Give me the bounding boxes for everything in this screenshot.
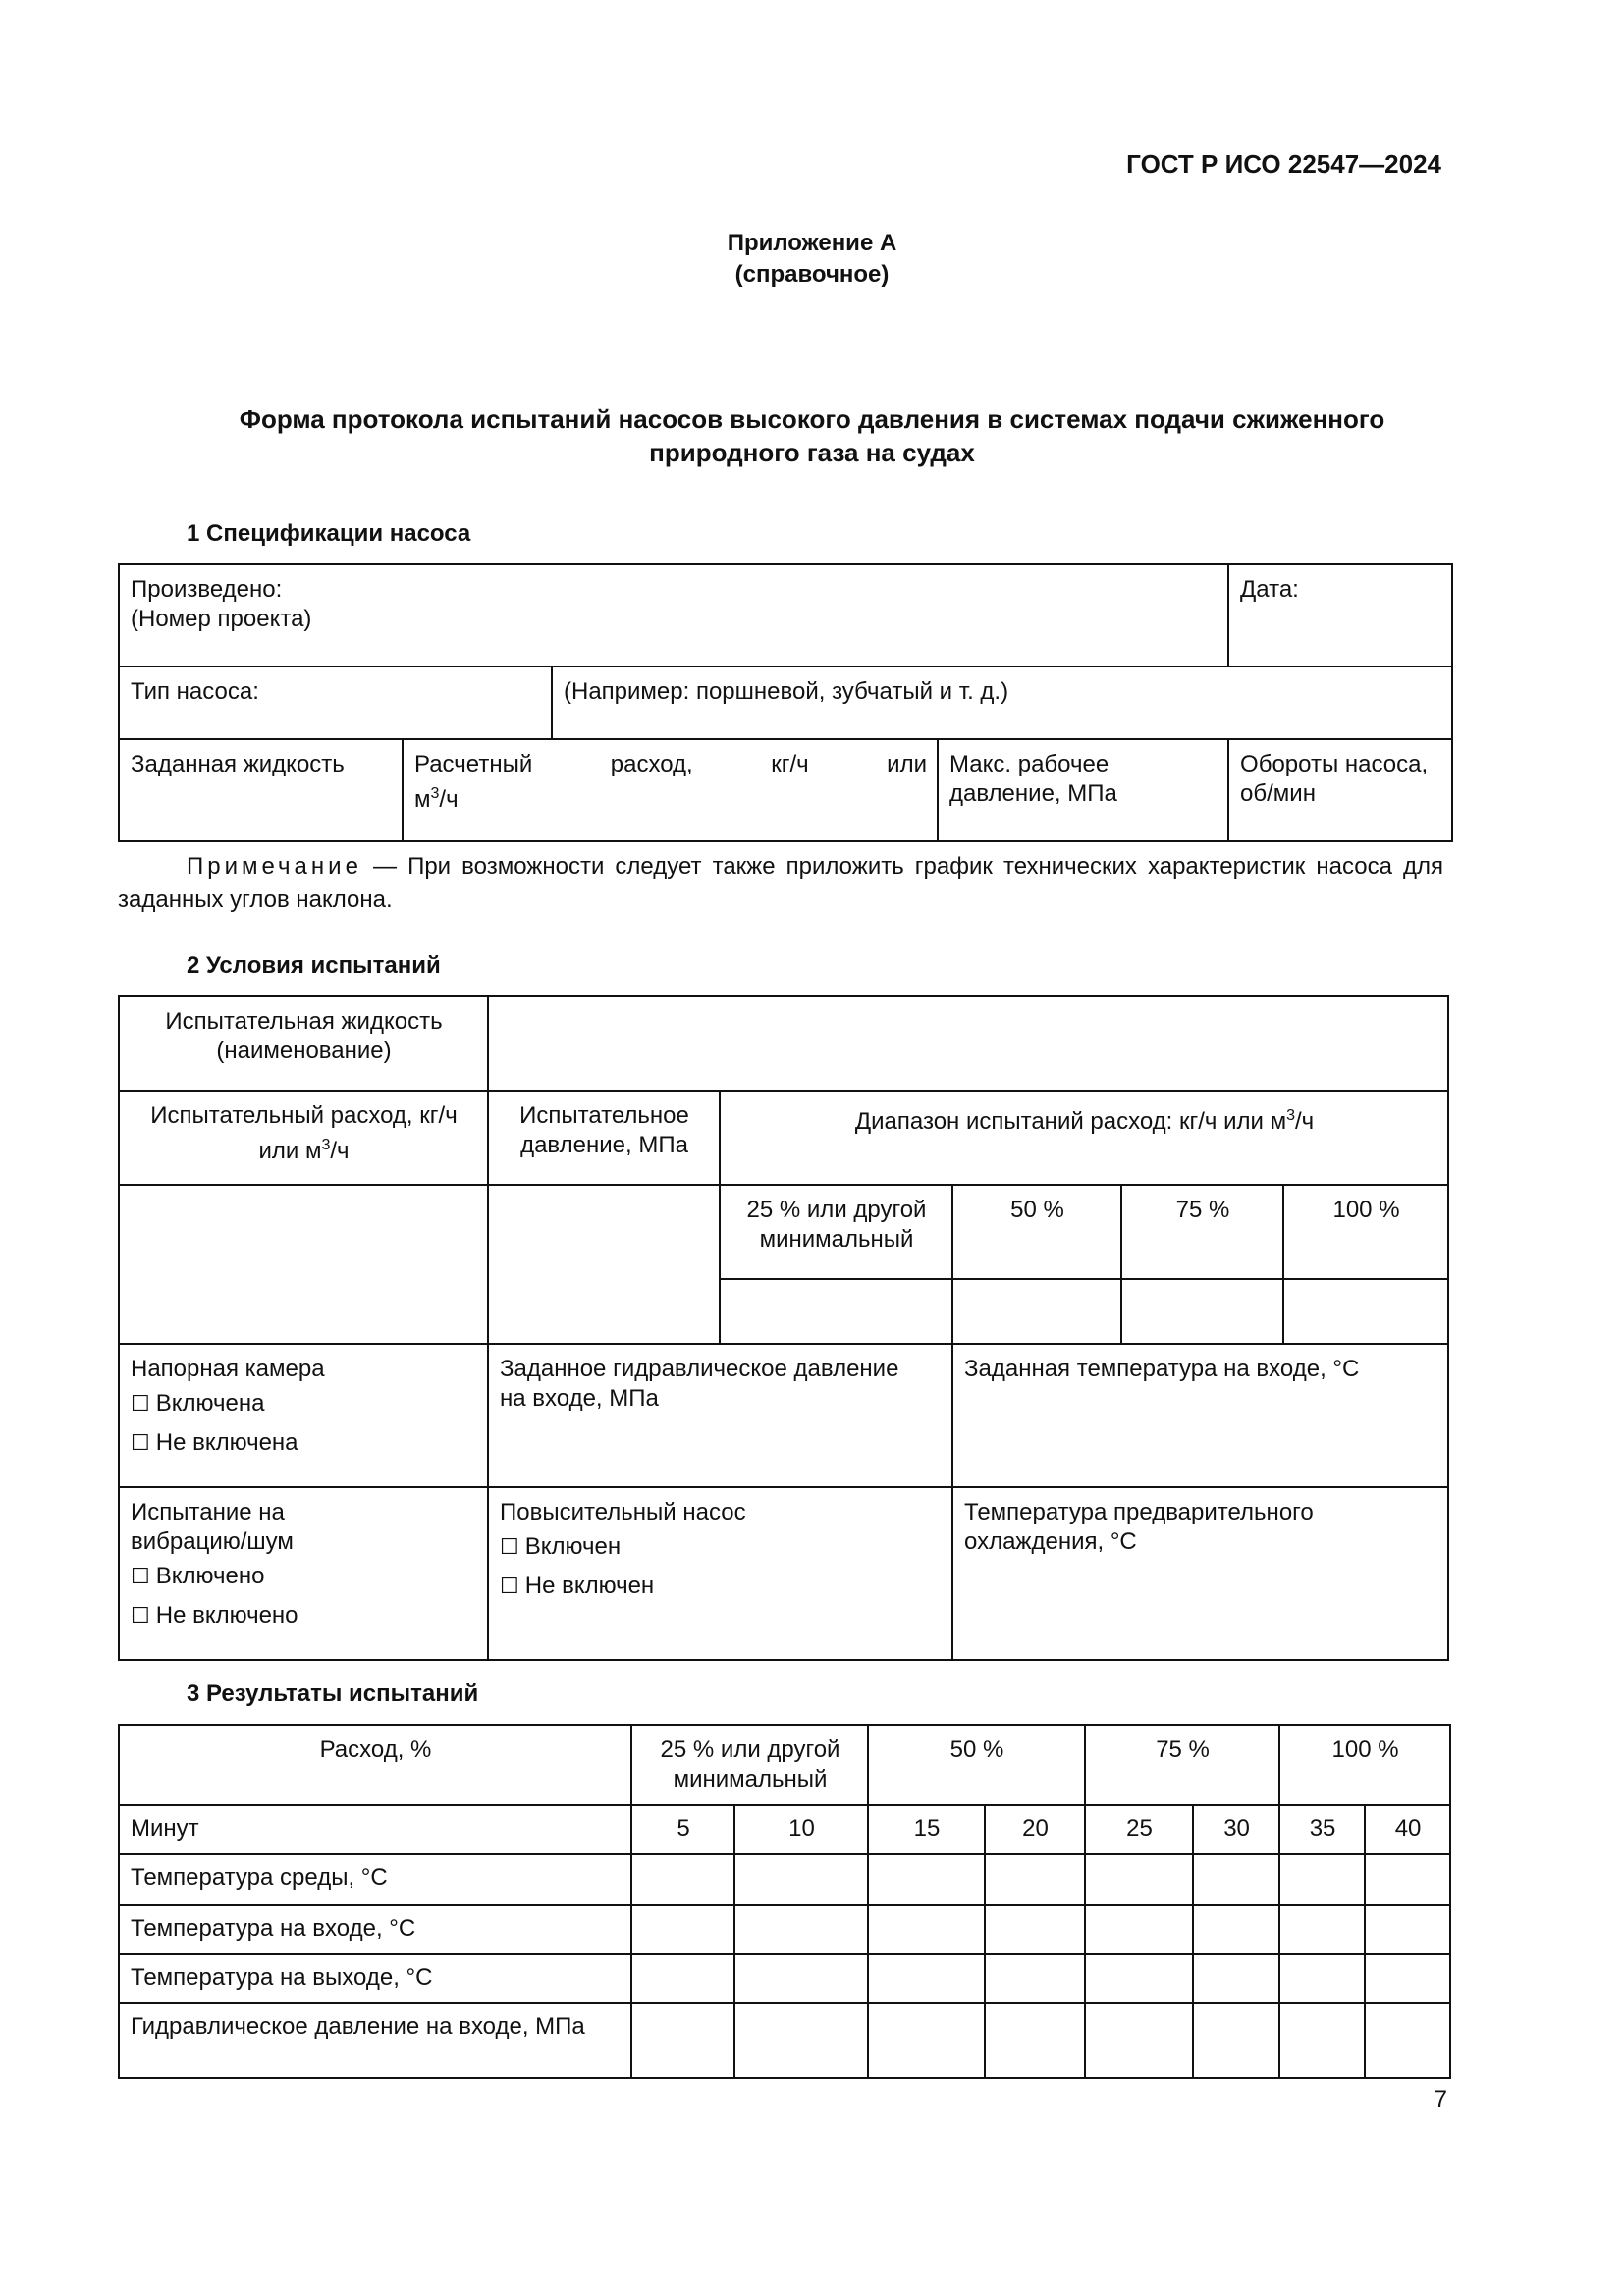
data-cell[interactable] — [734, 1854, 868, 1905]
page-number: 7 — [1434, 2086, 1447, 2112]
test-conditions-table — [118, 995, 1449, 1661]
minute-cell: 35 — [1279, 1805, 1365, 1854]
table-row — [119, 1854, 1450, 1905]
vibration-off-label: Не включено — [155, 1602, 298, 1629]
max-pressure-label-1: Макс. рабочее — [949, 751, 1110, 777]
appendix-subtitle: (справочное) — [734, 261, 890, 288]
pump-type-example: (Например: поршневой, зубчатый и т. д.) — [564, 678, 1009, 705]
pump-type-cell — [119, 667, 552, 739]
data-cell[interactable] — [985, 2003, 1085, 2078]
pump-specifications-table — [118, 563, 1453, 842]
checkbox-icon[interactable]: ☐ — [131, 1564, 150, 1588]
booster-on-checkbox[interactable] — [500, 1527, 942, 1567]
result-50-label: 50 % — [949, 1736, 1004, 1763]
pump-speed-cell[interactable] — [1228, 739, 1452, 841]
section-1-heading: 1 Спецификации насоса — [187, 520, 471, 547]
form-title — [118, 402, 1506, 469]
precooling-label-2: охлаждения, °С — [964, 1528, 1137, 1555]
pressure-chamber-on-label: Включена — [155, 1390, 265, 1416]
minute-cell: 15 — [868, 1805, 985, 1854]
vibration-label-1: Испытание на — [131, 1499, 285, 1525]
result-25-header — [631, 1725, 868, 1805]
range-50-value[interactable] — [952, 1279, 1121, 1344]
data-cell[interactable] — [734, 1954, 868, 2003]
pressure-chamber-off-label: Не включена — [155, 1429, 298, 1456]
checkbox-icon[interactable]: ☐ — [131, 1430, 150, 1455]
data-cell[interactable] — [868, 1954, 985, 2003]
range-100-header — [1283, 1185, 1448, 1279]
fluid-label: Заданная жидкость — [131, 751, 345, 777]
booster-pump-label: Повысительный насос — [500, 1499, 746, 1525]
pressure-chamber-off-checkbox[interactable] — [131, 1423, 477, 1463]
result-75-label: 75 % — [1156, 1736, 1210, 1763]
booster-off-checkbox[interactable] — [500, 1567, 942, 1606]
range-25-label-1: 25 % или другой — [746, 1197, 927, 1223]
flow-rate-unit: $м^3/ч$ — [414, 785, 459, 813]
test-results-table — [118, 1724, 1451, 2079]
data-cell[interactable] — [631, 1905, 734, 1954]
range-100-value[interactable] — [1283, 1279, 1448, 1344]
data-cell[interactable] — [631, 1954, 734, 2003]
date-cell[interactable] — [1228, 564, 1452, 667]
test-flow-label-1: Испытательный расход, кг/ч — [150, 1102, 458, 1129]
form-title-line-1: Форма протокола испытаний насосов высокого давления в системах подачи сжиженного — [239, 404, 1385, 434]
data-cell[interactable] — [868, 1854, 985, 1905]
test-pressure-label-1: Испытательное — [519, 1102, 689, 1129]
inlet-pressure-cell[interactable] — [488, 1344, 952, 1487]
data-cell[interactable] — [985, 1905, 1085, 1954]
result-50-header — [868, 1725, 1085, 1805]
data-cell[interactable] — [1365, 1854, 1450, 1905]
data-cell[interactable] — [631, 2003, 734, 2078]
data-cell[interactable] — [1193, 1854, 1279, 1905]
pressure-chamber-cell — [119, 1344, 488, 1487]
data-cell[interactable] — [1193, 2003, 1279, 2078]
range-75-value[interactable] — [1121, 1279, 1283, 1344]
data-cell[interactable] — [985, 1854, 1085, 1905]
data-cell[interactable] — [868, 2003, 985, 2078]
data-cell[interactable] — [1085, 1905, 1193, 1954]
minute-cell: 40 — [1365, 1805, 1450, 1854]
test-range-cell — [720, 1091, 1448, 1185]
vibration-on-checkbox[interactable] — [131, 1557, 477, 1596]
pump-type-value-cell[interactable] — [552, 667, 1452, 739]
test-pressure-cell — [488, 1091, 720, 1185]
pressure-chamber-on-checkbox[interactable] — [131, 1384, 477, 1423]
data-cell[interactable] — [1193, 1954, 1279, 2003]
test-fluid-label-2: (наименование) — [216, 1038, 392, 1064]
result-100-label: 100 % — [1331, 1736, 1399, 1763]
test-fluid-value-cell[interactable] — [488, 996, 1448, 1091]
data-cell[interactable] — [1085, 2003, 1193, 2078]
data-cell[interactable] — [734, 2003, 868, 2078]
date-label: Дата: — [1240, 576, 1299, 603]
minute-cell: 5 — [631, 1805, 734, 1854]
vibration-on-label: Включено — [155, 1563, 265, 1589]
test-flow-cell — [119, 1091, 488, 1185]
note-text: — При возможности следует также приложить график технических характеристик насоса для заданных углов наклона. — [118, 853, 1443, 913]
data-cell[interactable] — [868, 1905, 985, 1954]
minute-cell: 30 — [1193, 1805, 1279, 1854]
result-75-header — [1085, 1725, 1279, 1805]
test-pressure-label-2: давление, МПа — [520, 1132, 688, 1158]
inlet-pressure-label-2: на входе, МПа — [500, 1385, 659, 1412]
minutes-header — [119, 1805, 631, 1854]
minutes-label: Минут — [131, 1815, 199, 1842]
checkbox-icon[interactable]: ☐ — [131, 1603, 150, 1628]
range-25-label-2: минимальный — [759, 1226, 914, 1253]
minute-cell: 10 — [734, 1805, 868, 1854]
pump-type-label: Тип насоса: — [131, 678, 259, 705]
range-50-label: 50 % — [1010, 1197, 1064, 1223]
vibration-label-2: вибрацию/шум — [131, 1528, 294, 1555]
test-range-label: Диапазон испытаний расход: кг/ч или $м^3/ч$ — [854, 1107, 1315, 1135]
data-cell[interactable] — [1279, 1854, 1365, 1905]
checkbox-icon[interactable]: ☐ — [500, 1534, 519, 1559]
project-number-label: (Номер проекта) — [131, 606, 312, 632]
range-50-header — [952, 1185, 1121, 1279]
booster-pump-cell — [488, 1487, 952, 1660]
inlet-pressure-label-1: Заданное гидравлическое давление — [500, 1356, 899, 1382]
table-row — [119, 2003, 1450, 2078]
row-label: Температура на входе, °С — [119, 1905, 631, 1954]
range-75-label: 75 % — [1175, 1197, 1230, 1223]
max-pressure-cell[interactable] — [938, 739, 1228, 841]
minute-cell: 25 — [1085, 1805, 1193, 1854]
test-flow-label-2: или $м^3/ч$ — [258, 1137, 350, 1164]
flow-rate-label: Расчетный расход, кг/ч или — [414, 751, 927, 777]
flow-header — [119, 1725, 631, 1805]
produced-label: Произведено: — [131, 576, 283, 603]
table-row — [119, 1905, 1450, 1954]
document-code: ГОСТ Р ИСО 22547—2024 — [1126, 149, 1441, 179]
data-cell[interactable] — [1365, 1905, 1450, 1954]
checkbox-icon[interactable]: ☐ — [500, 1574, 519, 1598]
range-25-value[interactable] — [720, 1279, 952, 1344]
precooling-label-1: Температура предварительного — [964, 1499, 1314, 1525]
minute-cell: 20 — [985, 1805, 1085, 1854]
test-flow-value-cell[interactable] — [119, 1185, 488, 1344]
data-cell[interactable] — [1365, 2003, 1450, 2078]
test-pressure-value-cell[interactable] — [488, 1185, 720, 1344]
row-label: Температура среды, °С — [119, 1854, 631, 1905]
section-3-heading: 3 Результаты испытаний — [187, 1681, 479, 1707]
vibration-test-cell — [119, 1487, 488, 1660]
vibration-off-checkbox[interactable] — [131, 1596, 477, 1635]
data-cell[interactable] — [1279, 2003, 1365, 2078]
produced-cell[interactable] — [119, 564, 1228, 667]
range-25-header — [720, 1185, 952, 1279]
inlet-temperature-label: Заданная температура на входе, °С — [964, 1356, 1360, 1382]
data-cell[interactable] — [1193, 1905, 1279, 1954]
test-fluid-label-1: Испытательная жидкость — [165, 1008, 443, 1035]
booster-off-label: Не включен — [524, 1573, 655, 1599]
result-25-label-1: 25 % или другой — [660, 1736, 840, 1763]
section-2-heading: 2 Условия испытаний — [187, 952, 441, 979]
max-pressure-label-2: давление, МПа — [949, 780, 1117, 807]
test-fluid-cell — [119, 996, 488, 1091]
fluid-cell[interactable] — [119, 739, 403, 841]
minutes-row — [119, 1805, 1450, 1854]
flow-rate-cell[interactable] — [403, 739, 938, 841]
flow-header-label: Расход, % — [319, 1736, 432, 1763]
range-75-header — [1121, 1185, 1283, 1279]
data-cell[interactable] — [985, 1954, 1085, 2003]
table-row — [119, 1954, 1450, 2003]
data-cell[interactable] — [1279, 1905, 1365, 1954]
result-25-label-2: минимальный — [673, 1766, 828, 1792]
row-label: Температура на выходе, °С — [119, 1954, 631, 2003]
pump-speed-label: Обороты насоса, об/мин — [1240, 751, 1429, 807]
note — [118, 850, 1443, 917]
booster-on-label: Включен — [524, 1533, 622, 1560]
appendix-title: Приложение А — [727, 230, 897, 256]
checkbox-icon[interactable]: ☐ — [131, 1391, 150, 1415]
precooling-temperature-cell[interactable] — [952, 1487, 1448, 1660]
data-cell[interactable] — [631, 1854, 734, 1905]
note-label: Примечание — [187, 853, 362, 880]
data-cell[interactable] — [1085, 1854, 1193, 1905]
form-title-line-2: природного газа на судах — [649, 438, 975, 467]
range-100-label: 100 % — [1332, 1197, 1400, 1223]
inlet-temperature-cell[interactable] — [952, 1344, 1448, 1487]
data-cell[interactable] — [1365, 1954, 1450, 2003]
pressure-chamber-label: Напорная камера — [131, 1356, 325, 1382]
data-cell[interactable] — [1279, 1954, 1365, 2003]
appendix-heading — [0, 228, 1624, 291]
row-label: Гидравлическое давление на входе, МПа — [119, 2003, 631, 2078]
data-cell[interactable] — [734, 1905, 868, 1954]
data-cell[interactable] — [1085, 1954, 1193, 2003]
result-100-header — [1279, 1725, 1450, 1805]
